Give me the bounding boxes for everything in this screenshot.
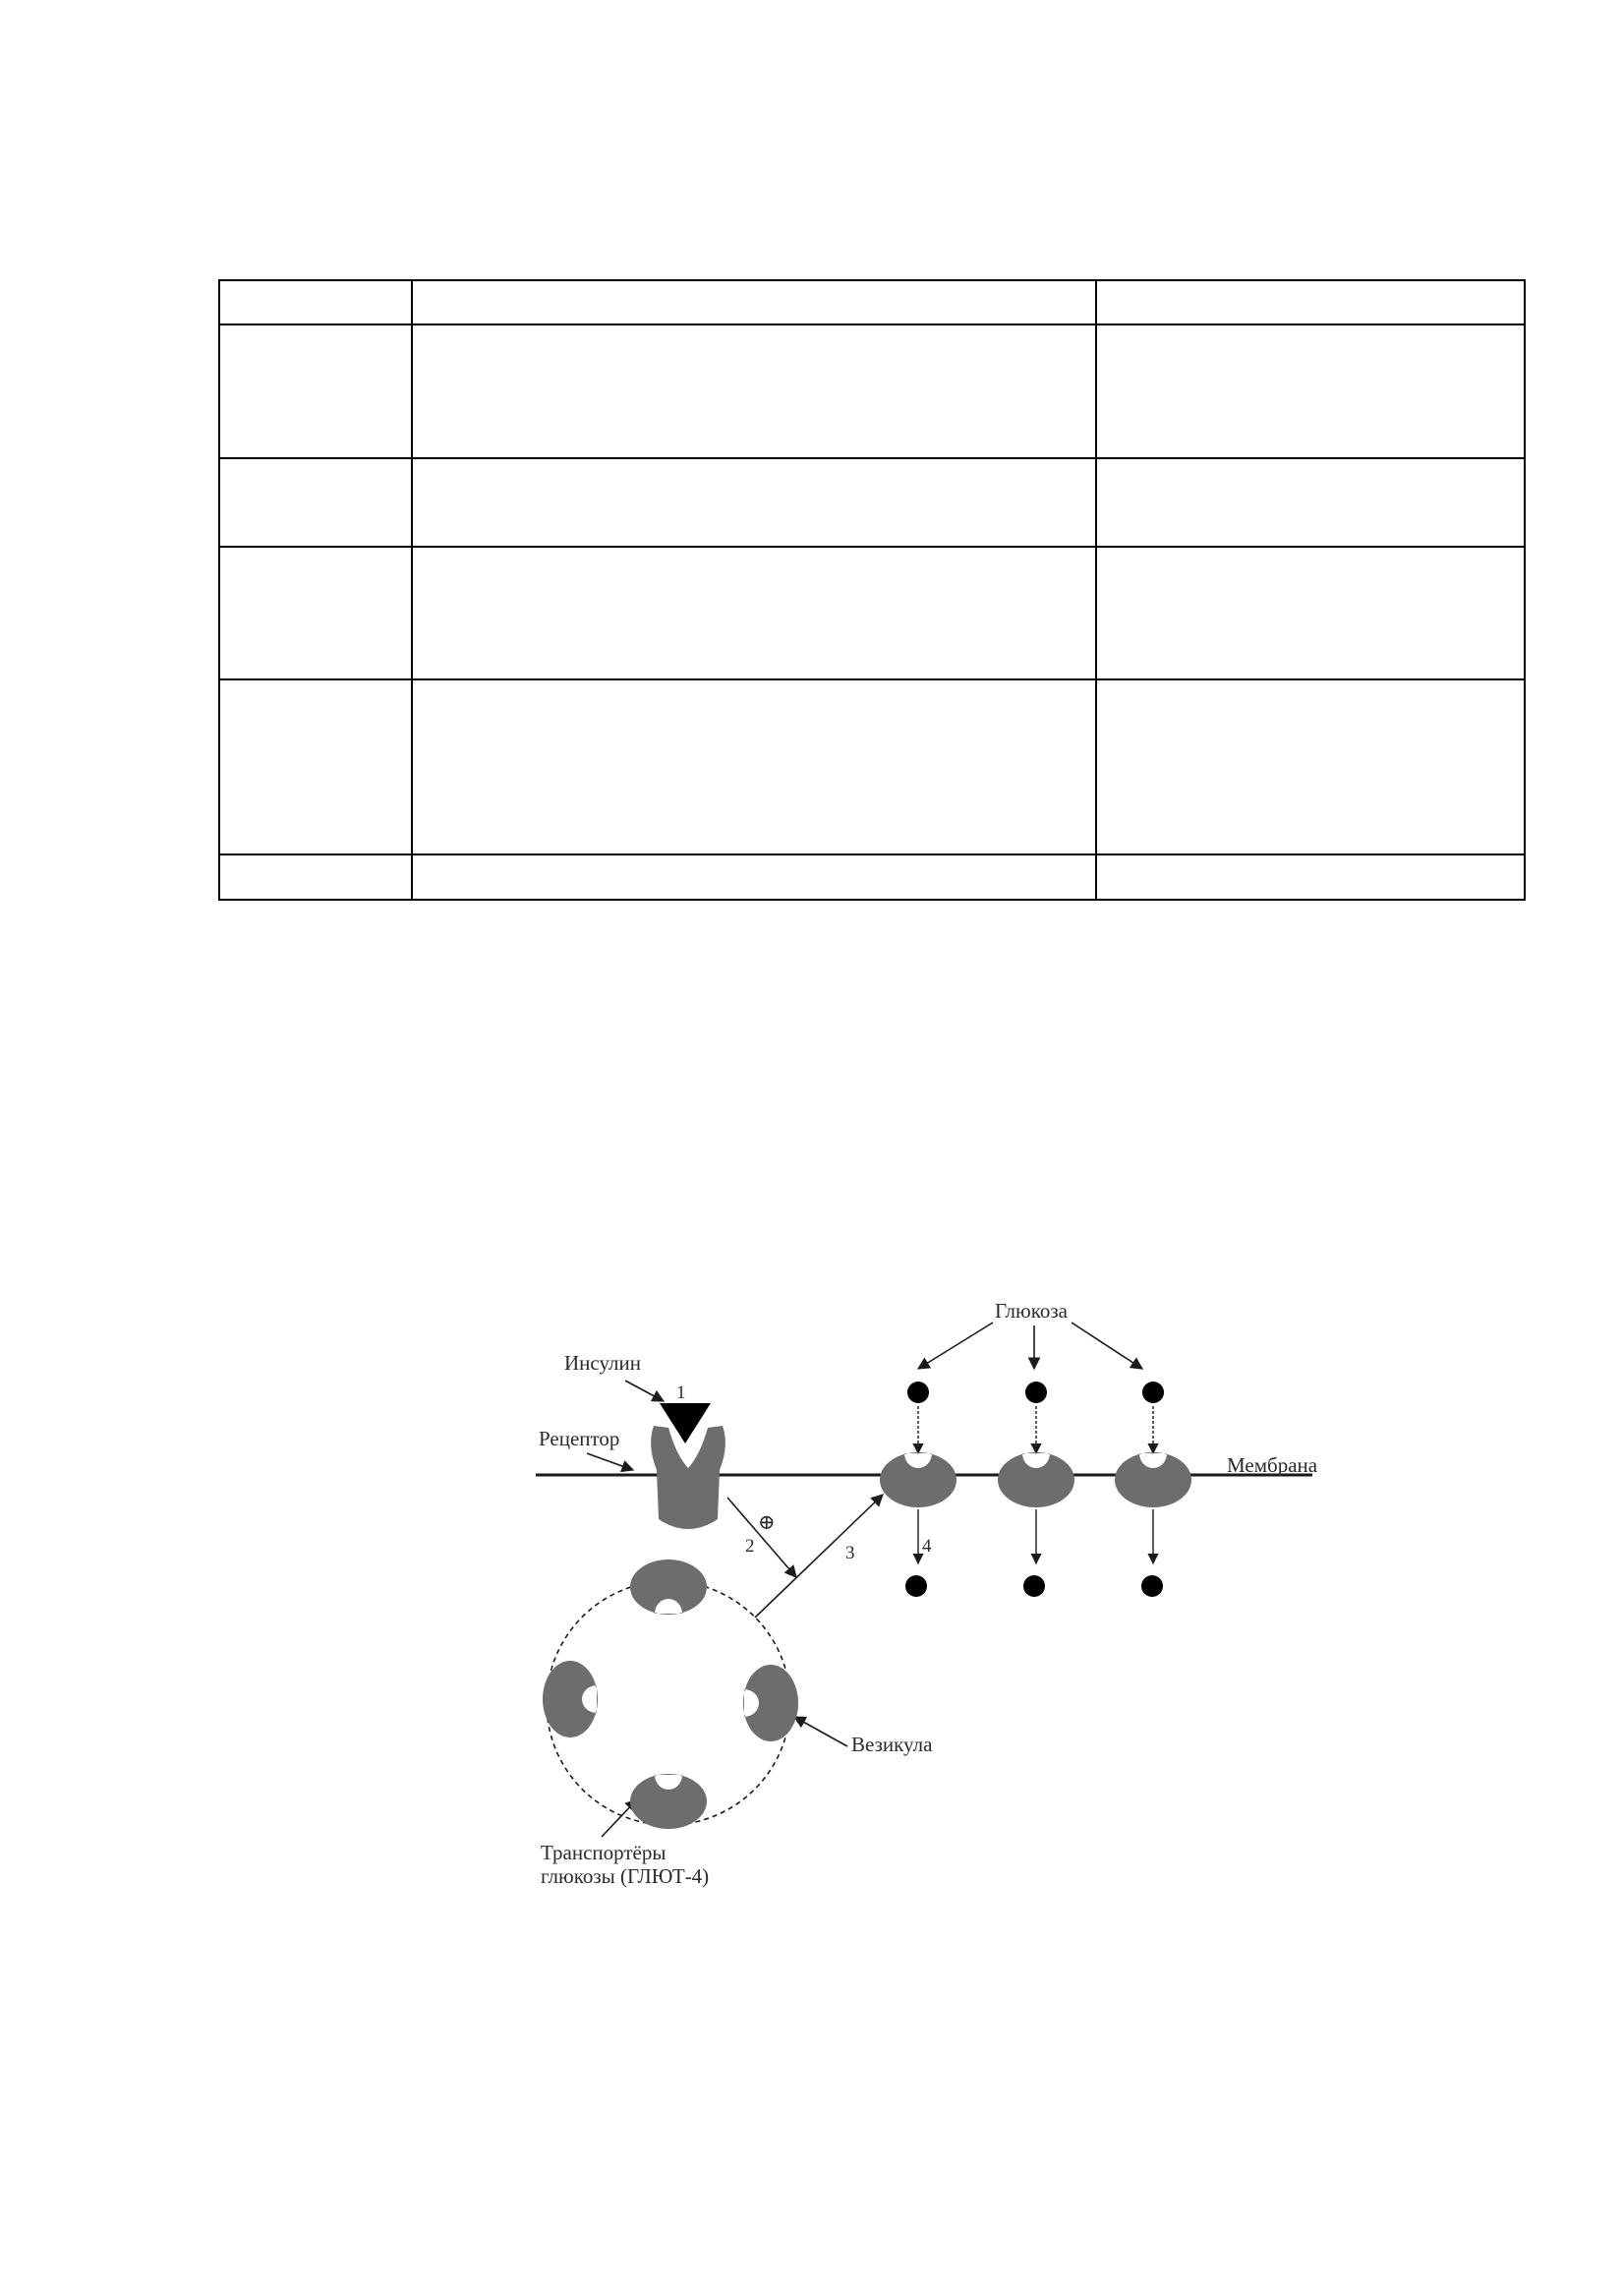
vesicle-transporter [543,1661,598,1737]
membrane-transporter [1115,1452,1191,1507]
table-cell [412,324,1096,458]
label-receptor: Рецептор [539,1427,620,1450]
table-cell [219,547,412,679]
table-row [219,679,1525,854]
table-row [219,547,1525,679]
glucose-molecule [1025,1382,1047,1403]
table-row [219,458,1525,547]
label-transporters-glut4: глюкозы (ГЛЮТ-4) [541,1864,710,1888]
empty-table [218,279,1526,901]
membrane-transporter [998,1452,1074,1507]
table-cell [412,679,1096,854]
table-cell [219,324,412,458]
label-activation: ⊕ [758,1510,776,1534]
table-row [219,324,1525,458]
table-cell [412,458,1096,547]
label-insulin: Инсулин [564,1351,641,1375]
table-cell [1096,324,1525,458]
label-transporters: Транспортёры [541,1841,667,1864]
receptor-shape [651,1426,725,1529]
label-step2: 2 [745,1536,755,1557]
label-glucose: Глюкоза [995,1299,1068,1323]
arrow-vesicle [794,1717,847,1746]
glucose-molecule [905,1575,927,1597]
vesicle-transporter [630,1774,707,1829]
table-cell [219,458,412,547]
table-cell [1096,854,1525,900]
table-row [219,854,1525,900]
vesicle-membrane [547,1581,790,1825]
table-cell [219,854,412,900]
glucose-molecule [1023,1575,1045,1597]
membrane-transporter [880,1452,956,1507]
label-step3: 3 [845,1543,855,1563]
label-step1: 1 [676,1383,686,1403]
table-cell [219,280,412,324]
table-cell [412,280,1096,324]
table-cell [1096,679,1525,854]
arrow-glucose-1 [918,1323,993,1369]
arrow-receptor [587,1453,633,1470]
table-cell [1096,547,1525,679]
table-cell [219,679,412,854]
table-row [219,280,1525,324]
glucose-molecule [907,1382,929,1403]
label-vesicle: Везикула [851,1733,933,1756]
vesicle-transporter [743,1665,798,1741]
table-cell [412,547,1096,679]
table-cell [1096,280,1525,324]
arrow-insulin [625,1381,664,1401]
insulin-glut4-diagram [511,1278,1317,1908]
table-cell [412,854,1096,900]
label-step4: 4 [922,1536,932,1557]
glucose-molecule [1141,1575,1163,1597]
label-membrane: Мембрана [1227,1453,1317,1477]
glucose-molecule [1142,1382,1164,1403]
table-cell [1096,458,1525,547]
arrow-glucose-3 [1072,1323,1142,1369]
vesicle-transporter [630,1560,707,1615]
